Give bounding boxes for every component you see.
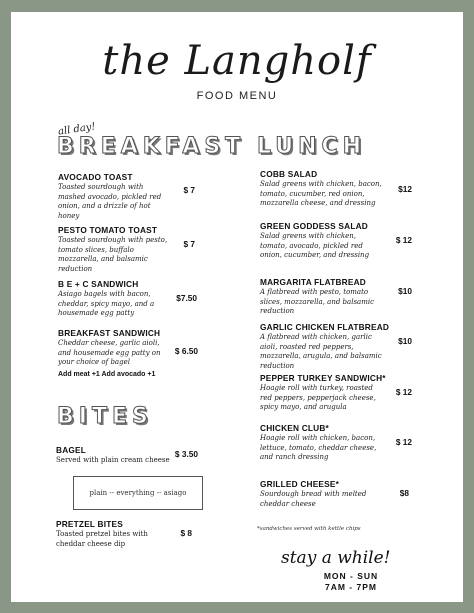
menu-item-bec-sandwich (58, 279, 223, 319)
menu-subtitle: FOOD MENU (196, 90, 278, 102)
open-days: MON - SUN (323, 571, 379, 581)
item-desc: Asiago bagels with bacon, cheddar, spicy mayo, and a housemade egg patty (58, 290, 155, 317)
bites-heading: BITES (57, 404, 153, 429)
item-price: $ 6.50 (174, 346, 198, 356)
bagel-options: plain -- everything -- asiago (89, 489, 187, 497)
item-price: $8 (399, 488, 409, 498)
item-name: BAGEL (56, 445, 87, 455)
item-price: $ 7 (183, 239, 195, 249)
item-desc: Toasted pretzel bites with cheddar cheese dip (56, 530, 148, 548)
stay-tagline: stay a while! (281, 548, 391, 568)
item-name: PRETZEL BITES (56, 519, 123, 529)
item-name: CHICKEN CLUB* (260, 423, 329, 433)
item-name: MARGARITA FLATBREAD (260, 277, 366, 287)
item-price: $10 (398, 336, 412, 346)
menu-item-pesto-tomato-toast (58, 225, 223, 274)
menu-item-avocado-toast (58, 172, 223, 221)
item-name: BREAKFAST SANDWICH (58, 328, 161, 338)
item-desc: Served with plain cream cheese (56, 456, 170, 464)
menu-item-pretzel-bites (56, 519, 221, 549)
all-day-tag: all day! (57, 121, 97, 138)
item-price: $ 12 (395, 387, 412, 397)
item-desc: Toasted sourdough with mashed avocado, pickled red onion, and a drizzle of hot honey (58, 183, 162, 220)
menu-page (11, 12, 463, 602)
item-desc: A flatbread with chicken, garlic aioli, roasted red peppers, mozzarella, arugula, and balsamic reduction (260, 333, 382, 370)
item-desc: Toasted sourdough with pesto, tomato slices, buffalo mozzarella, and balsamic reduction (58, 236, 168, 273)
item-name: GRILLED CHEESE* (260, 479, 340, 489)
item-name: PESTO TOMATO TOAST (58, 225, 158, 235)
item-price: $ 3.50 (174, 449, 198, 459)
item-price: $ 8 (180, 528, 192, 538)
item-price: $10 (398, 286, 412, 296)
item-name: COBB SALAD (260, 169, 318, 179)
item-price: $ 12 (395, 235, 412, 245)
item-name: AVOCADO TOAST (58, 172, 133, 182)
item-desc: Sourdough bread with melted cheddar cheese (260, 490, 367, 508)
menu-item-margarita-flatbread (260, 277, 425, 317)
item-desc: Salad greens with chicken, bacon, tomato, cucumber, red onion, mozzarella cheese, and dressing (260, 180, 382, 207)
item-name: GARLIC CHICKEN FLATBREAD (260, 322, 390, 332)
item-desc: Hoagie roll with turkey, roasted red peppers, pepperjack cheese, spicy mayo, and arugula (260, 384, 376, 411)
restaurant-title: the Langholf (102, 38, 372, 84)
menu-item-breakfast-sandwich (58, 328, 223, 378)
bagel-options-box (73, 476, 203, 510)
item-desc: Cheddar cheese, garlic aioli, and housemade egg patty on your choice of bagel (58, 339, 161, 366)
item-price: $12 (398, 184, 412, 194)
menu-item-garlic-chicken-flatbread (260, 322, 425, 371)
item-desc: A flatbread with pesto, tomato slices, mozzarella, and balsamic reduction (260, 288, 375, 315)
item-price: $ 12 (395, 437, 412, 447)
item-desc: Hoagie roll with chicken, bacon, lettuce, tomato, cheddar cheese, and ranch dressing (260, 434, 377, 461)
item-name: PEPPER TURKEY SANDWICH* (260, 373, 386, 383)
item-price: $7.50 (176, 293, 197, 303)
sandwich-note: *sandwiches served with kettle chips (257, 526, 361, 532)
item-name: B E + C SANDWICH (58, 279, 139, 289)
item-price: $ 7 (183, 185, 195, 195)
item-name: GREEN GODDESS SALAD (260, 221, 368, 231)
lunch-heading: LUNCH (257, 134, 367, 159)
breakfast-heading: BREAKFAST (57, 134, 246, 159)
open-hours: 7AM - 7PM (325, 582, 377, 592)
item-extras: Add meat +1 Add avocado +1 (58, 370, 156, 378)
item-desc: Salad greens with chicken, tomato, avocado, pickled red onion, cucumber, and dressing (260, 232, 370, 259)
